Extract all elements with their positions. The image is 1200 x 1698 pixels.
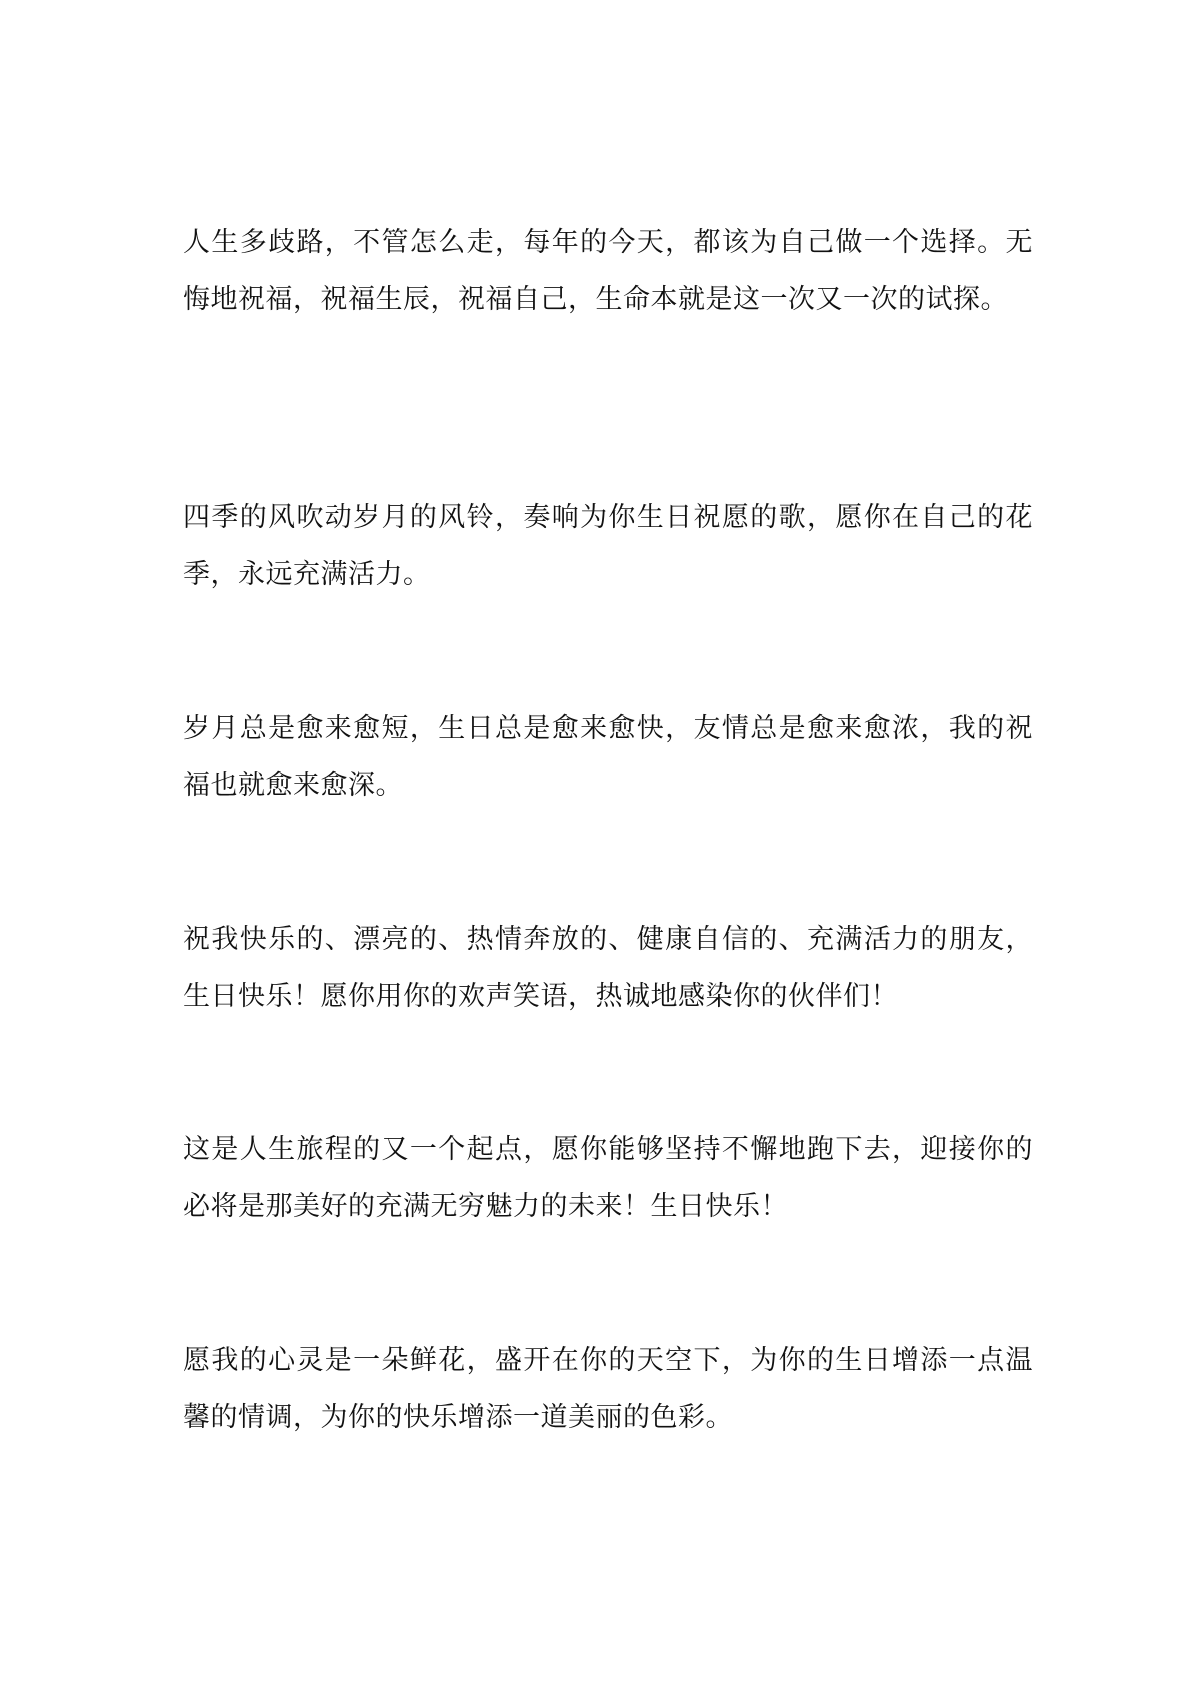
paragraph: 人生多歧路，不管怎么走，每年的今天，都该为自己做一个选择。无悔地祝福，祝福生辰，祝福自己，生命本就是这一次又一次的试探。 — [183, 227, 1033, 315]
paragraph: 祝我快乐的、漂亮的、热情奔放的、健康自信的、充满活力的朋友，生日快乐！愿你用你的欢声笑语，热诚地感染你的伙伴们！ — [183, 924, 1033, 1012]
paragraph: 四季的风吹动岁月的风铃，奏响为你生日祝愿的歌，愿你在自己的花季，永远充满活力。 — [183, 502, 1033, 590]
paragraph: 这是人生旅程的又一个起点，愿你能够坚持不懈地跑下去，迎接你的必将是那美好的充满无穷魅力的未来！生日快乐！ — [183, 1134, 1033, 1222]
paragraph: 愿我的心灵是一朵鲜花，盛开在你的天空下，为你的生日增添一点温馨的情调，为你的快乐增添一道美丽的色彩。 — [183, 1345, 1033, 1433]
paragraph: 岁月总是愈来愈短，生日总是愈来愈快，友情总是愈来愈浓，我的祝福也就愈来愈深。 — [183, 713, 1033, 801]
